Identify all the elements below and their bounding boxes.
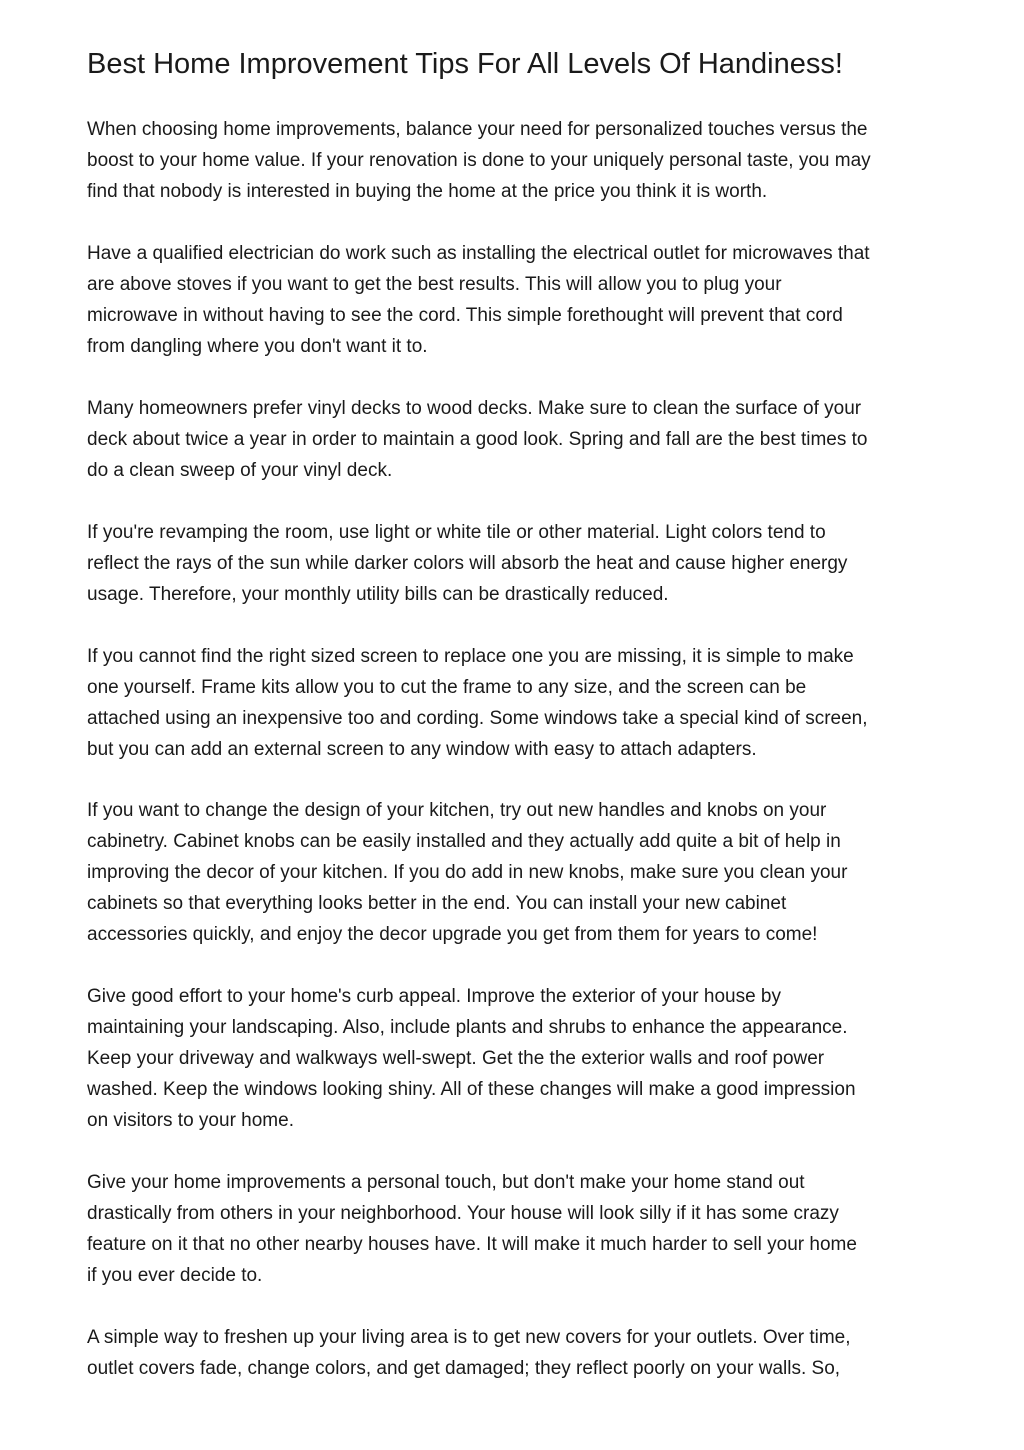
- text-line: are above stoves if you want to get the best results. This will allow you to plug your: [87, 274, 782, 295]
- text-line: cabinets so that everything looks better in the end. You can install your new cabinet: [87, 893, 787, 914]
- text-line: feature on it that no other nearby houses have. It will make it much harder to sell your home: [87, 1234, 857, 1255]
- paragraph-window-screen: [87, 641, 868, 765]
- text-line: When choosing home improvements, balance your need for personalized touches versus the: [87, 119, 868, 140]
- text-line: if you ever decide to.: [87, 1265, 263, 1286]
- paragraph-vinyl-decks: [87, 393, 868, 486]
- text-line: washed. Keep the windows looking shiny. All of these changes will make a good impression: [87, 1079, 856, 1100]
- text-line: attached using an inexpensive too and cording. Some windows take a special kind of screen,: [87, 708, 868, 729]
- text-line: If you're revamping the room, use light or white tile or other material. Light colors tend to: [87, 522, 826, 543]
- text-line: one yourself. Frame kits allow you to cut the frame to any size, and the screen can be: [87, 677, 807, 698]
- paragraph-personal-touch: [87, 1167, 857, 1291]
- text-line: outlet covers fade, change colors, and get damaged; they reflect poorly on your walls. So,: [87, 1358, 841, 1379]
- text-line: boost to your home value. If your renovation is done to your uniquely personal taste, you may: [87, 150, 871, 171]
- paragraph-electrician: [87, 238, 870, 362]
- text-line: If you cannot find the right sized screen to replace one you are missing, it is simple to make: [87, 646, 854, 667]
- text-line: If you want to change the design of your kitchen, try out new handles and knobs on your: [87, 800, 827, 821]
- text-line: from dangling where you don't want it to.: [87, 336, 428, 357]
- paragraph-curb-appeal: [87, 981, 856, 1136]
- text-line: Have a qualified electrician do work such as installing the electrical outlet for microwaves that: [87, 243, 870, 264]
- document-title: Best Home Improvement Tips For All Levels Of Handiness!: [87, 48, 843, 80]
- text-line: Many homeowners prefer vinyl decks to wood decks. Make sure to clean the surface of your: [87, 398, 862, 419]
- text-line: accessories quickly, and enjoy the decor upgrade you get from them for years to come!: [87, 924, 818, 945]
- text-line: but you can add an external screen to any window with easy to attach adapters.: [87, 739, 757, 760]
- paragraph-kitchen-knobs: [87, 795, 847, 950]
- text-line: improving the decor of your kitchen. If you do add in new knobs, make sure you clean your: [87, 862, 848, 883]
- text-line: do a clean sweep of your vinyl deck.: [87, 460, 393, 481]
- text-line: usage. Therefore, your monthly utility bills can be drastically reduced.: [87, 584, 669, 605]
- text-line: Keep your driveway and walkways well-swept. Get the the exterior walls and roof power: [87, 1048, 825, 1069]
- text-line: deck about twice a year in order to maintain a good look. Spring and fall are the best times to: [87, 429, 868, 450]
- text-line: reflect the rays of the sun while darker colors will absorb the heat and cause higher energy: [87, 553, 848, 574]
- text-line: on visitors to your home.: [87, 1110, 294, 1131]
- text-line: Give your home improvements a personal touch, but don't make your home stand out: [87, 1172, 805, 1193]
- text-line: maintaining your landscaping. Also, include plants and shrubs to enhance the appearance.: [87, 1017, 848, 1038]
- paragraph-outlet-covers: [87, 1322, 851, 1384]
- text-line: drastically from others in your neighborhood. Your house will look silly if it has some crazy: [87, 1203, 839, 1224]
- text-line: find that nobody is interested in buying the home at the price you think it is worth.: [87, 181, 768, 202]
- text-line: microwave in without having to see the cord. This simple forethought will prevent that cord: [87, 305, 843, 326]
- text-line: A simple way to freshen up your living area is to get new covers for your outlets. Over time,: [87, 1327, 851, 1348]
- paragraph-light-colors: [87, 517, 847, 610]
- text-line: Give good effort to your home's curb appeal. Improve the exterior of your house by: [87, 986, 781, 1007]
- text-line: cabinetry. Cabinet knobs can be easily installed and they actually add quite a bit of help in: [87, 831, 841, 852]
- paragraph-curb-value: [87, 114, 871, 207]
